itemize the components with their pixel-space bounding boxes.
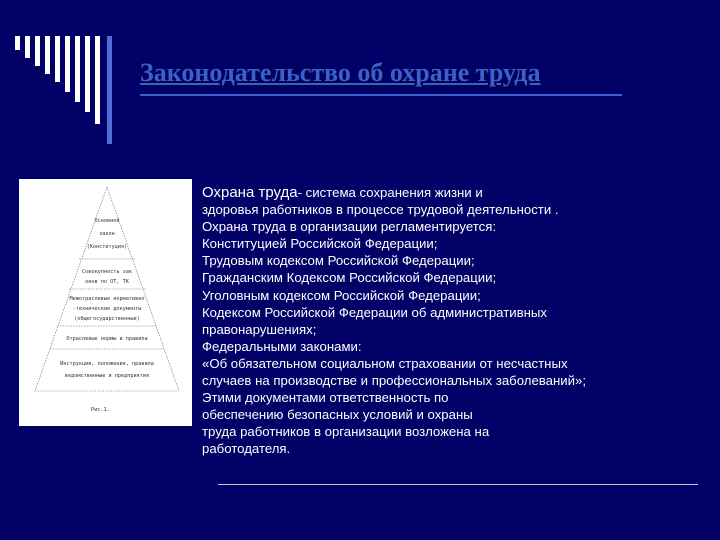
bar-6 [65, 36, 70, 92]
body-text [202, 184, 712, 458]
pyramid-level-1b: закон [99, 231, 115, 237]
pyramid-level-3b: -технические документы [72, 306, 142, 312]
body-line-12: Этими документами ответственность по [202, 390, 449, 406]
bar-9 [95, 36, 100, 124]
body-line-14: труда работников в организации возложена на [202, 424, 490, 440]
pyramid-level-5b: ведомственные и предприятия [64, 373, 150, 379]
bar-3 [35, 36, 40, 66]
body-line-lead [202, 184, 712, 201]
pyramid-level-2a: Совокупность зак [82, 269, 132, 275]
lead-term: Охрана труда [202, 184, 298, 201]
pyramid-level-2b: онов по ОТ, ТК [85, 279, 129, 285]
slide-title: Законодательство об охране труда [140, 58, 541, 87]
body-line-2: Охрана труда в организации регламентируется: [202, 219, 497, 235]
body-line-13: обеспечению безопасных условий и охраны [202, 407, 473, 423]
lead-rest: - система сохранения жизни и [297, 185, 483, 200]
body-line-6: Уголовным кодексом Российской Федерации; [202, 287, 481, 303]
bar-4 [45, 36, 50, 74]
title-underline [140, 94, 622, 96]
body-line-9: Федеральными законами: [202, 338, 362, 354]
decorative-bars [0, 0, 120, 140]
pyramid-level-1a: Основной [94, 218, 120, 224]
bar-1 [15, 36, 20, 50]
pyramid-level-4: Отраслевые нормы и правила [66, 336, 148, 342]
bar-2 [25, 36, 30, 58]
body-line-10: «Об обязательном социальном страховании от несчастных [202, 355, 568, 371]
bar-10 [107, 36, 112, 144]
pyramid-level-3a: Межотраслевые нормативно [69, 296, 145, 302]
pyramid-level-1c: (Конституция) [86, 244, 128, 250]
pyramid-figure [19, 179, 192, 426]
pyramid-diagram [19, 179, 192, 426]
pyramid-level-5a: Инструкции, положения, правила [60, 361, 154, 367]
bar-8 [85, 36, 90, 112]
figure-caption: Рис.1. [91, 407, 110, 413]
body-line-8: правонарушениях; [202, 321, 317, 337]
bar-5 [55, 36, 60, 82]
body-line-1: здоровья работников в процессе трудовой деятельности . [202, 202, 559, 218]
body-line-7: Кодексом Российской Федерации об административных [202, 304, 547, 320]
footer-divider [218, 484, 698, 485]
body-line-3: Конституцией Российской Федерации; [202, 236, 438, 252]
body-line-15: работодателя. [202, 441, 291, 457]
bar-7 [75, 36, 80, 102]
body-line-11: случаев на производстве и профессиональных заболеваний»; [202, 373, 587, 389]
pyramid-level-3c: (общегосударственные) [74, 316, 140, 322]
body-line-5: Гражданским Кодексом Российской Федерации; [202, 270, 497, 286]
body-line-4: Трудовым кодексом Российской Федерации; [202, 253, 475, 269]
